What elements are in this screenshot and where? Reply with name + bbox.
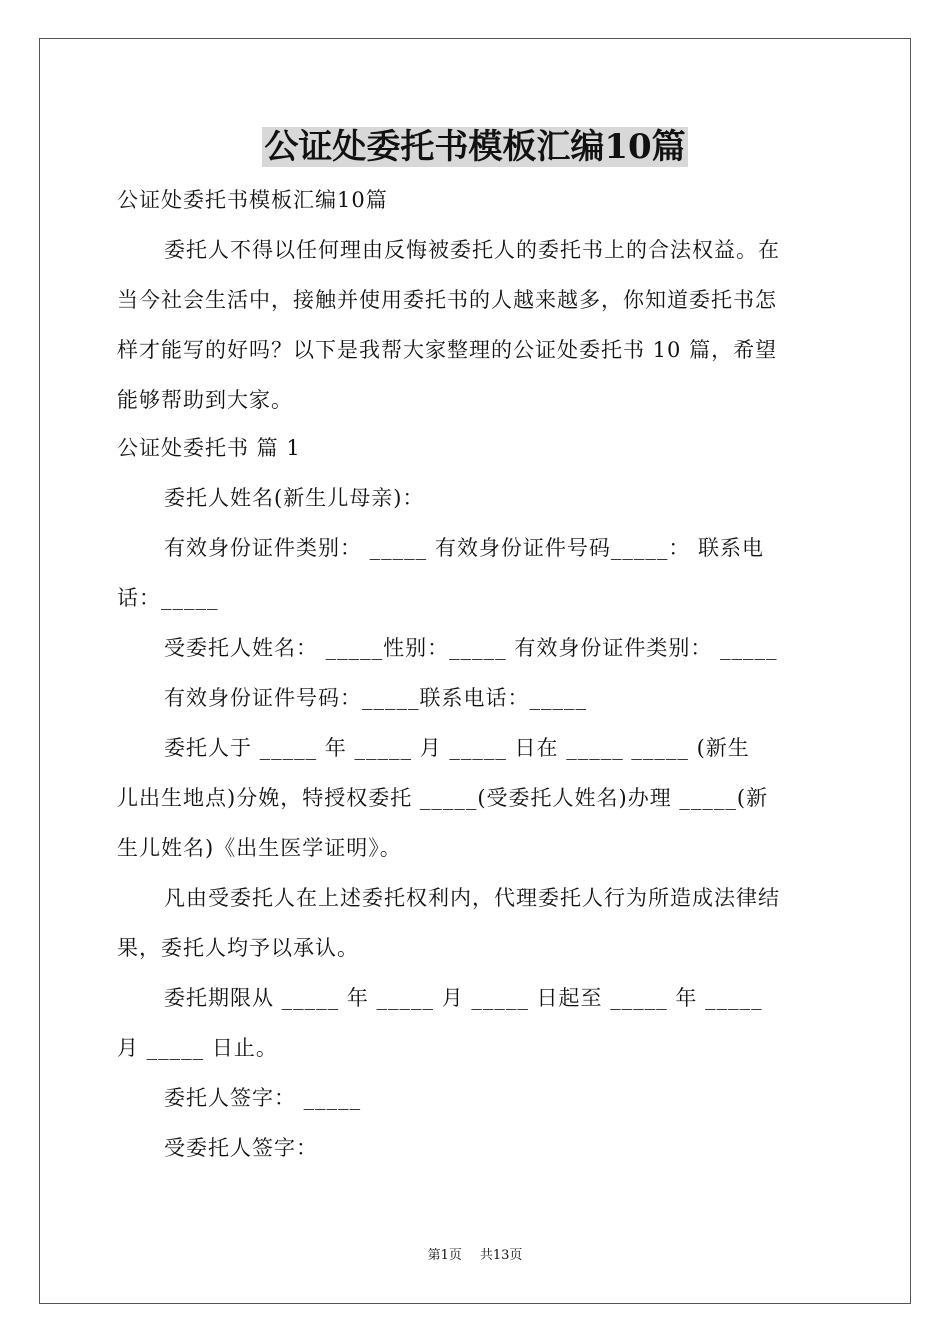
document-subtitle: 公证处委托书模板汇编10篇 xyxy=(117,188,388,212)
body-line-11: 委托期限从 _____ 年 _____ 月 _____ 日起至 _____ 年 _____ xyxy=(164,986,763,1010)
intro-line-1: 委托人不得以任何理由反悔被委托人的委托书上的合法权益。在 xyxy=(164,238,780,262)
body-line-5: 有效身份证件号码：_____联系电话：_____ xyxy=(164,686,587,710)
body-line-1: 委托人姓名(新生儿母亲)： xyxy=(164,486,425,510)
page-footer xyxy=(0,1247,950,1265)
body-line-12: 月 _____ 日止。 xyxy=(117,1036,278,1060)
title-text: 公证处委托书模板汇编10篇 xyxy=(264,127,686,167)
body-line-6: 委托人于 _____ 年 _____ 月 _____ 日在 _____ _____ (新生 xyxy=(164,736,750,760)
page-number: 第1页 xyxy=(427,1248,462,1263)
page-total: 共13页 xyxy=(479,1248,523,1263)
intro-line-3: 样才能写的好吗？以下是我帮大家整理的公证处委托书 10 篇，希望 xyxy=(117,338,778,362)
body-line-14: 受委托人签字： xyxy=(164,1136,318,1160)
intro-line-4: 能够帮助到大家。 xyxy=(117,388,293,412)
body-line-3: 话：_____ xyxy=(117,586,219,610)
page-border xyxy=(39,38,911,1304)
body-line-8: 生儿姓名)《出生医学证明》。 xyxy=(117,836,402,860)
document-title xyxy=(0,122,950,172)
body-line-7: 儿出生地点)分娩，特授权委托 _____(受委托人姓名)办理 _____(新 xyxy=(117,786,769,810)
body-line-9: 凡由受委托人在上述委托权利内，代理委托人行为所造成法律结 xyxy=(164,886,780,910)
intro-line-2: 当今社会生活中，接触并使用委托书的人越来越多，你知道委托书怎 xyxy=(117,288,777,312)
body-line-10: 果，委托人均予以承认。 xyxy=(117,936,359,960)
body-line-4: 受委托人姓名： _____性别：_____ 有效身份证件类别： _____ xyxy=(164,636,778,660)
section-heading: 公证处委托书 篇 1 xyxy=(117,436,301,460)
body-line-2: 有效身份证件类别： _____ 有效身份证件号码_____： 联系电 xyxy=(164,536,765,560)
body-line-13: 委托人签字： _____ xyxy=(164,1086,362,1110)
